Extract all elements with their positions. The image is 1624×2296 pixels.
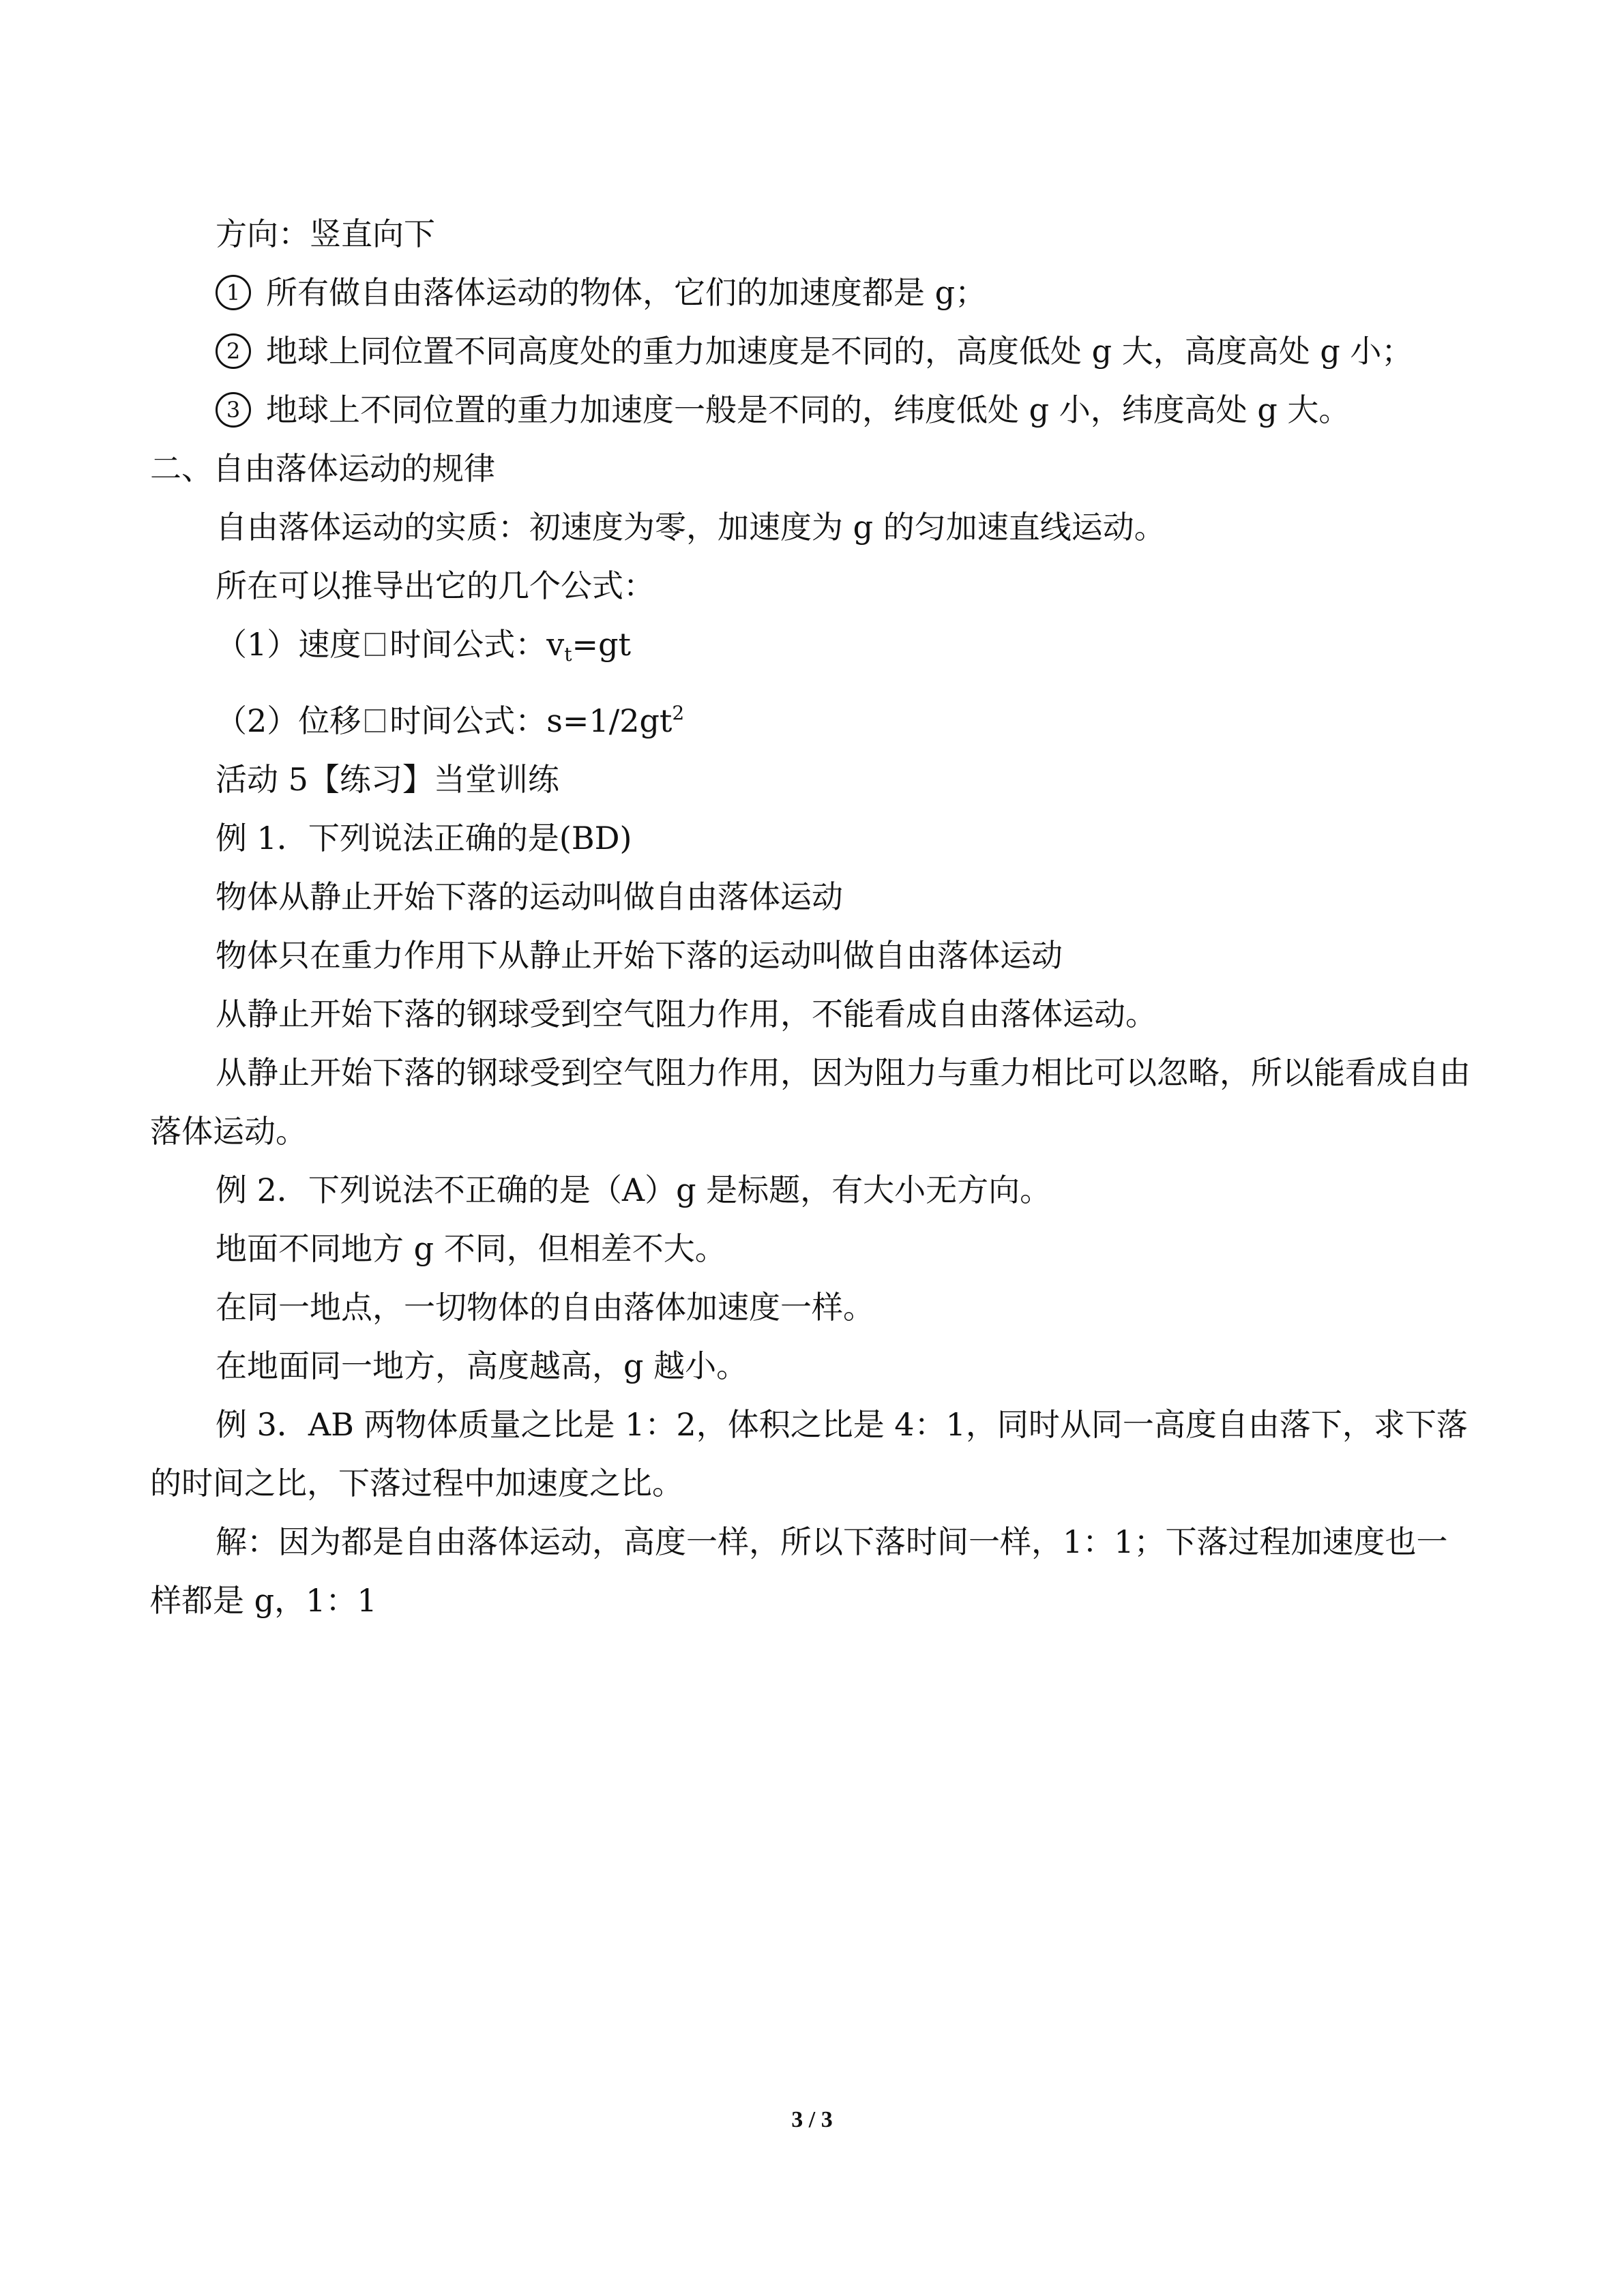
missing-glyph-box [365, 709, 385, 732]
list-item-text: 地球上不同位置的重力加速度一般是不同的，纬度低处 g 小，纬度高处 g 大。 [266, 391, 1350, 428]
example-question: 例 3．AB 两物体质量之比是 1：2，体积之比是 4：1，同时从同一高度自由落下，求下落的时间之比，下落过程中加速度之比。 [150, 1406, 1468, 1502]
circled-number-2: 2 [216, 333, 251, 369]
formula-line [150, 684, 1473, 750]
formula-prefix: （1）速度 [216, 626, 361, 663]
example-option: 物体从静止开始下落的运动叫做自由落体运动 [216, 878, 843, 915]
missing-glyph-box [365, 633, 385, 656]
list-item [150, 381, 1473, 439]
list-item [150, 263, 1473, 322]
page-number: 3 / 3 [791, 2107, 833, 2132]
example-option: 物体只在重力作用下从静止开始下落的运动叫做自由落体运动 [216, 937, 1063, 974]
direction-line: 方向：竖直向下 [216, 215, 435, 252]
page-content [150, 205, 1473, 1630]
formula-prefix: （2）位移 [216, 702, 361, 739]
section-heading: 二、自由落体运动的规律 [150, 450, 495, 487]
list-item [150, 322, 1473, 381]
example-option: 从静止开始下落的钢球受到空气阻力作用，因为阻力与重力相比可以忽略，所以能看成自由落体运动。 [150, 1054, 1471, 1150]
formula-superscript: 2 [672, 702, 685, 724]
formula-subscript: t [564, 643, 572, 666]
formula-line [150, 615, 1473, 684]
formula-text: 时间公式：v [389, 626, 565, 663]
list-item-text: 所有做自由落体运动的物体，它们的加速度都是 g； [266, 274, 987, 311]
example-option: 从静止开始下落的钢球受到空气阻力作用，不能看成自由落体运动。 [216, 996, 1157, 1032]
paragraph: 所在可以推导出它的几个公式： [216, 567, 655, 604]
circled-number-3: 3 [216, 392, 251, 428]
example-option: 在地面同一地方，高度越高，g 越小。 [216, 1347, 748, 1384]
formula-text: 时间公式：s=1/2gt [389, 702, 673, 739]
activity-heading: 活动 5【练习】当堂训练 [216, 761, 559, 798]
paragraph: 自由落体运动的实质：初速度为零，加速度为 g 的匀加速直线运动。 [216, 509, 1166, 546]
example-question: 例 2．下列说法不正确的是（A）g 是标题，有大小无方向。 [216, 1172, 1052, 1208]
formula-tail: =gt [572, 626, 632, 663]
example-option: 地面不同地方 g 不同，但相差不大。 [216, 1230, 726, 1267]
example-option: 在同一地点，一切物体的自由落体加速度一样。 [216, 1289, 874, 1326]
example-answer: 解：因为都是自由落体运动，高度一样，所以下落时间一样，1：1；下落过程加速度也一样都是 g，1：1 [150, 1523, 1448, 1619]
circled-number-1: 1 [216, 275, 251, 310]
list-item-text: 地球上同位置不同高度处的重力加速度是不同的，高度低处 g 大，高度高处 g 小； [266, 333, 1413, 370]
example-question: 例 1．下列说法正确的是(BD) [216, 820, 632, 856]
